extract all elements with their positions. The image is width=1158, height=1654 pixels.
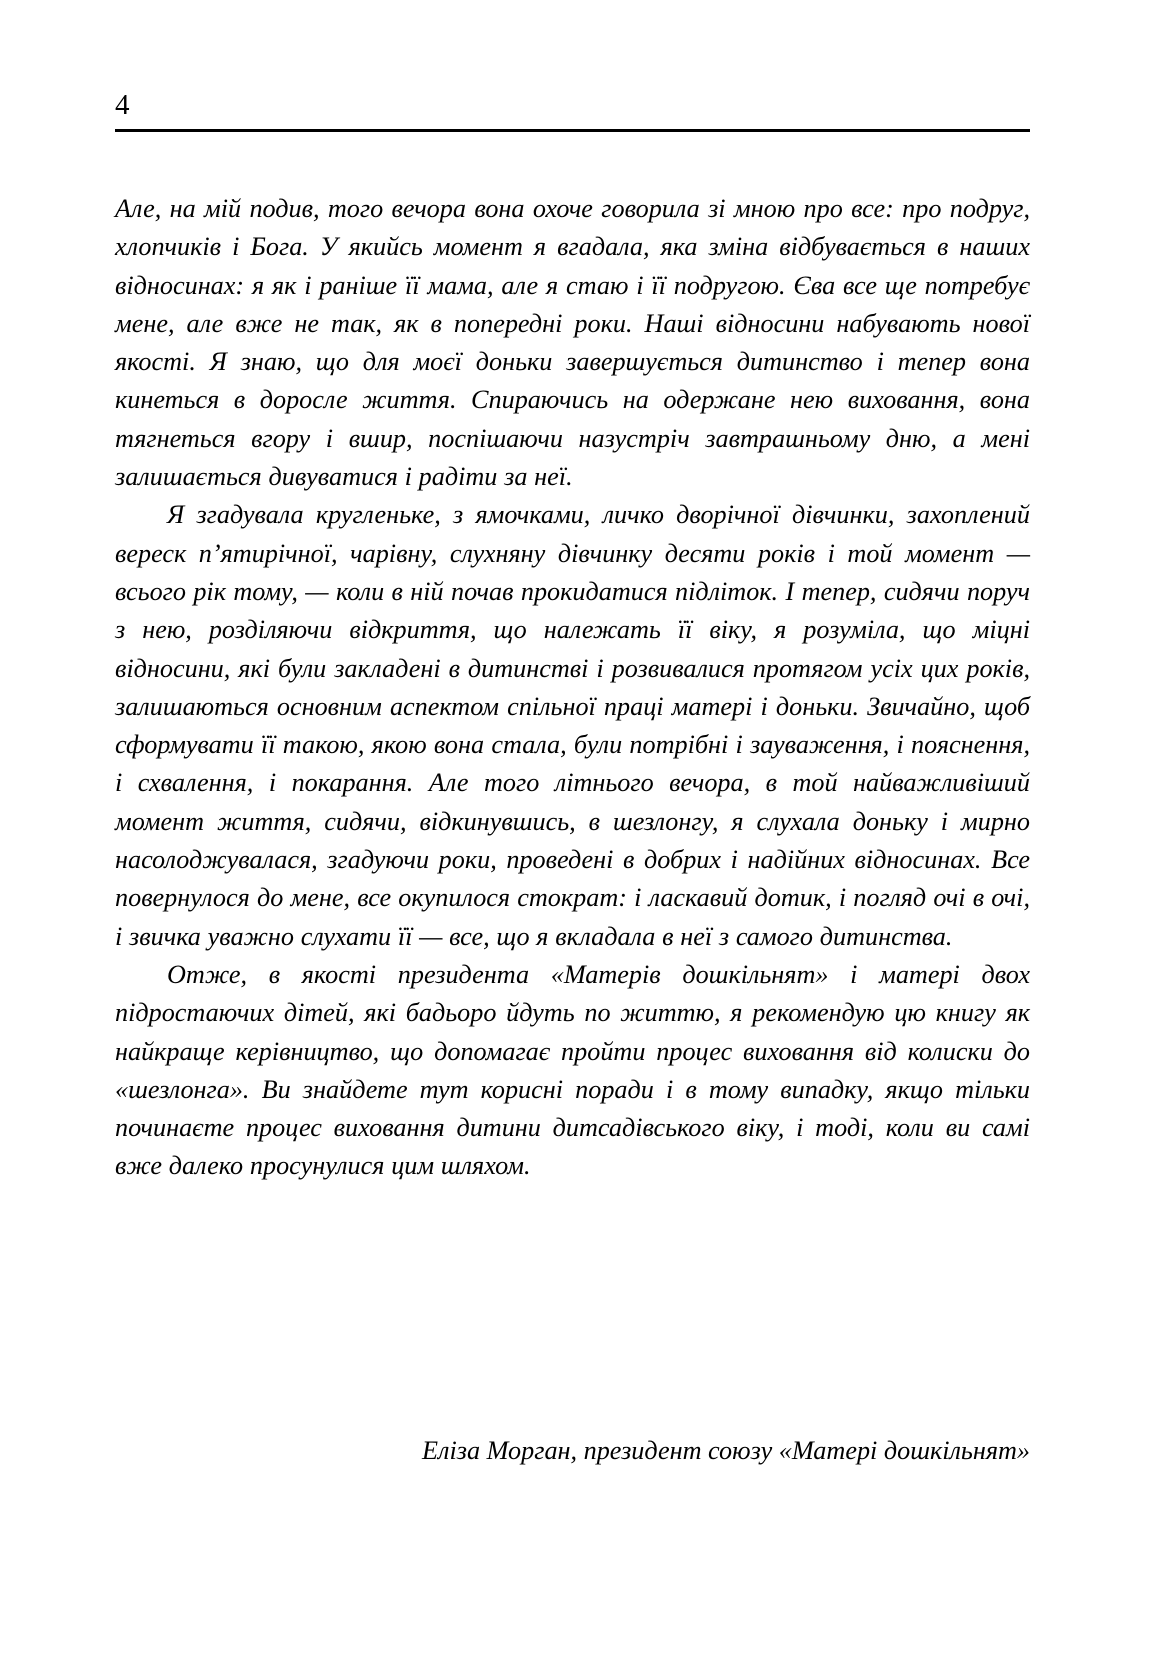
paragraph-3: Отже, в якості президента «Матерів дошкільнят» і матері двох підростаючих дітей, які бадьоро йдуть по життю, я рекомендую цю книгу як найкраще керівництво, що допомагає пройти процес виховання від колиски до «шезлонга». Ви знайдете тут корисні поради і в тому випадку, якщо тільки починаєте процес виховання дитини дитсадівського віку, і тоді, коли ви самі вже далеко просунулися цим шляхом. <box>115 959 1030 1181</box>
signature-block <box>115 1432 1030 1470</box>
header-divider <box>115 129 1030 132</box>
paragraph-1: Але, на мій подив, того вечора вона охоче говорила зі мною про все: про подруг, хлопчиків і Бога. У якийсь момент я вгадала, яка зміна відбувається в наших відносинах: я як і раніше її мама, але я стаю і її подругою. Єва все ще потребує мене, але вже не так, як в попередні роки. Наші відносини набувають нової якості. Я знаю, що для моєї доньки завершується дитинство і тепер вона кинеться в доросле життя. Спираючись на одержане нею виховання, вона тягнеться вгору і вшир, поспішаючи назустріч завтрашньому дню, а мені залишається дивуватися і радіти за неї. <box>115 194 1030 492</box>
body-text <box>115 190 1030 1186</box>
page-header <box>115 88 1030 132</box>
paragraph-2: Я згадувала кругленьке, з ямочками, личко дворічної дівчинки, захоплений вереск п’ятирічної, чарівну, слухняну дівчинку десяти років і той момент — всього рік тому, — коли в ній почав прокидатися підліток. І тепер, сидячи поруч з нею, розділяючи відкриття, що належать її віку, я розуміла, що міцні відносини, які були закладені в дитинстві і розвивалися протягом усіх цих років, залишаються основним аспектом спільної праці матері і доньки. Звичайно, щоб сформувати її такою, якою вона стала, були потрібні і зауваження, і пояснення, і схвалення, і покарання. Але того літнього вечора, в той найважливіший момент життя, сидячи, відкинувшись, в шезлонгу, я слухала доньку і мирно насолоджувалася, згадуючи роки, проведені в добрих і надійних відносинах. Все повернулося до мене, все окупилося стократ: і ласкавий дотик, і погляд очі в очі, і звичка уважно слухати її — все, що я вкладала в неї з самого дитинства. <box>115 500 1030 951</box>
page-number: 4 <box>115 89 130 121</box>
signature-line: Еліза Морган, президент союзу «Матері дошкільнят» <box>422 1436 1030 1465</box>
